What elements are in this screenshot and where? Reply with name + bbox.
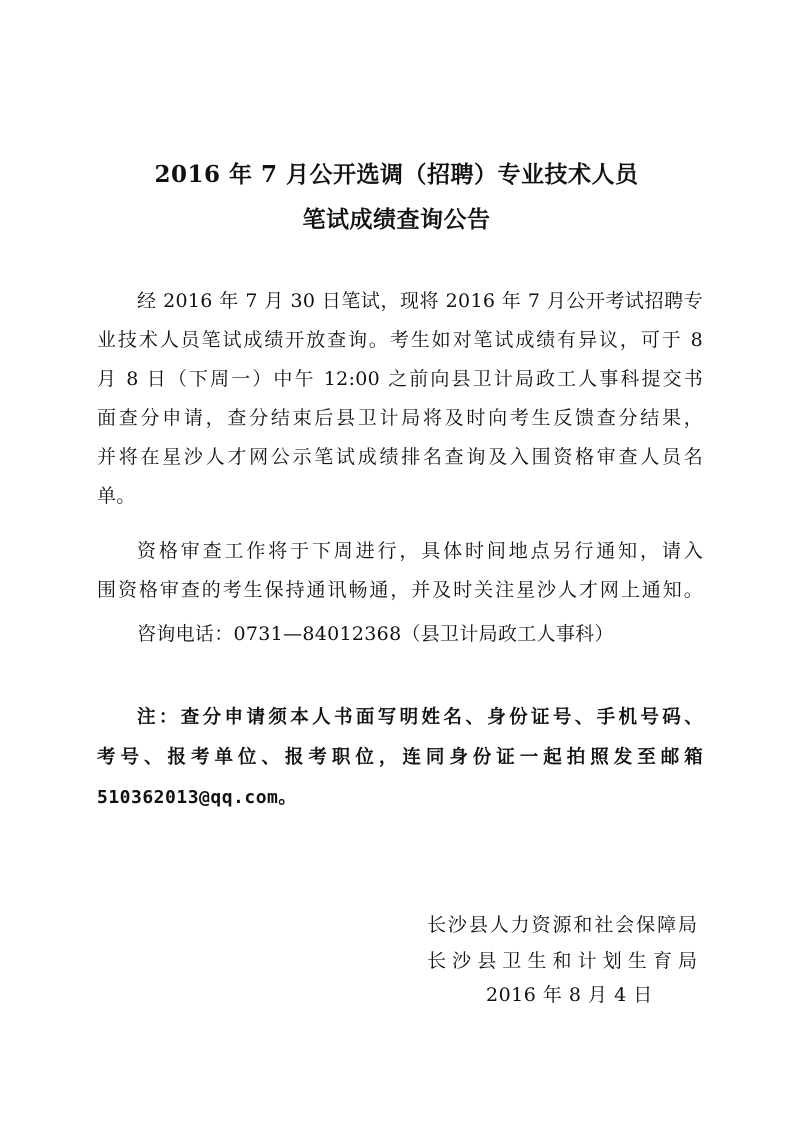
signature-org-health: 长沙县卫生和计划生育局 — [427, 950, 697, 972]
paragraph-line: 单。 — [97, 485, 136, 507]
paragraph-line: 业技术人员笔试成绩开放查询。考生如对笔试成绩有异议，可于 8 — [97, 329, 703, 351]
paragraph-line: 月 8 日（下周一）中午 12:00 之前向县卫计局政工人事科提交书 — [97, 368, 703, 390]
paragraph-line: 资格审查工作将于下周进行，具体时间地点另行通知，请入 — [137, 540, 703, 562]
paragraph-line: 围资格审查的考生保持通讯畅通，并及时关注星沙人才网上通知。 — [97, 579, 703, 601]
paragraph-line: 面查分申请，查分结束后县卫计局将及时向考生反馈查分结果， — [97, 407, 703, 429]
note-line: 考号、报考单位、报考职位，连同身份证一起拍照发至邮箱 — [97, 747, 703, 768]
contact-phone-line: 咨询电话：0731—84012368（县卫计局政工人事科） — [137, 623, 614, 645]
document-title-line-2: 笔试成绩查询公告 — [302, 206, 491, 233]
paragraph-line: 并将在星沙人才网公示笔试成绩排名查询及入围资格审查人员名 — [97, 446, 703, 468]
signature-org-hr: 长沙县人力资源和社会保障局 — [427, 914, 697, 936]
note-email-line: 510362013@qq.com。 — [97, 787, 297, 808]
document-title-line-1: 2016 年 7 月公开选调（招聘）专业技术人员 — [154, 161, 639, 188]
paragraph-line: 经 2016 年 7 月 30 日笔试，现将 2016 年 7 月公开考试招聘专 — [137, 290, 703, 312]
note-line: 注：查分申请须本人书面写明姓名、身份证号、手机号码、 — [137, 707, 703, 728]
signature-date: 2016 年 8 月 4 日 — [486, 984, 653, 1006]
